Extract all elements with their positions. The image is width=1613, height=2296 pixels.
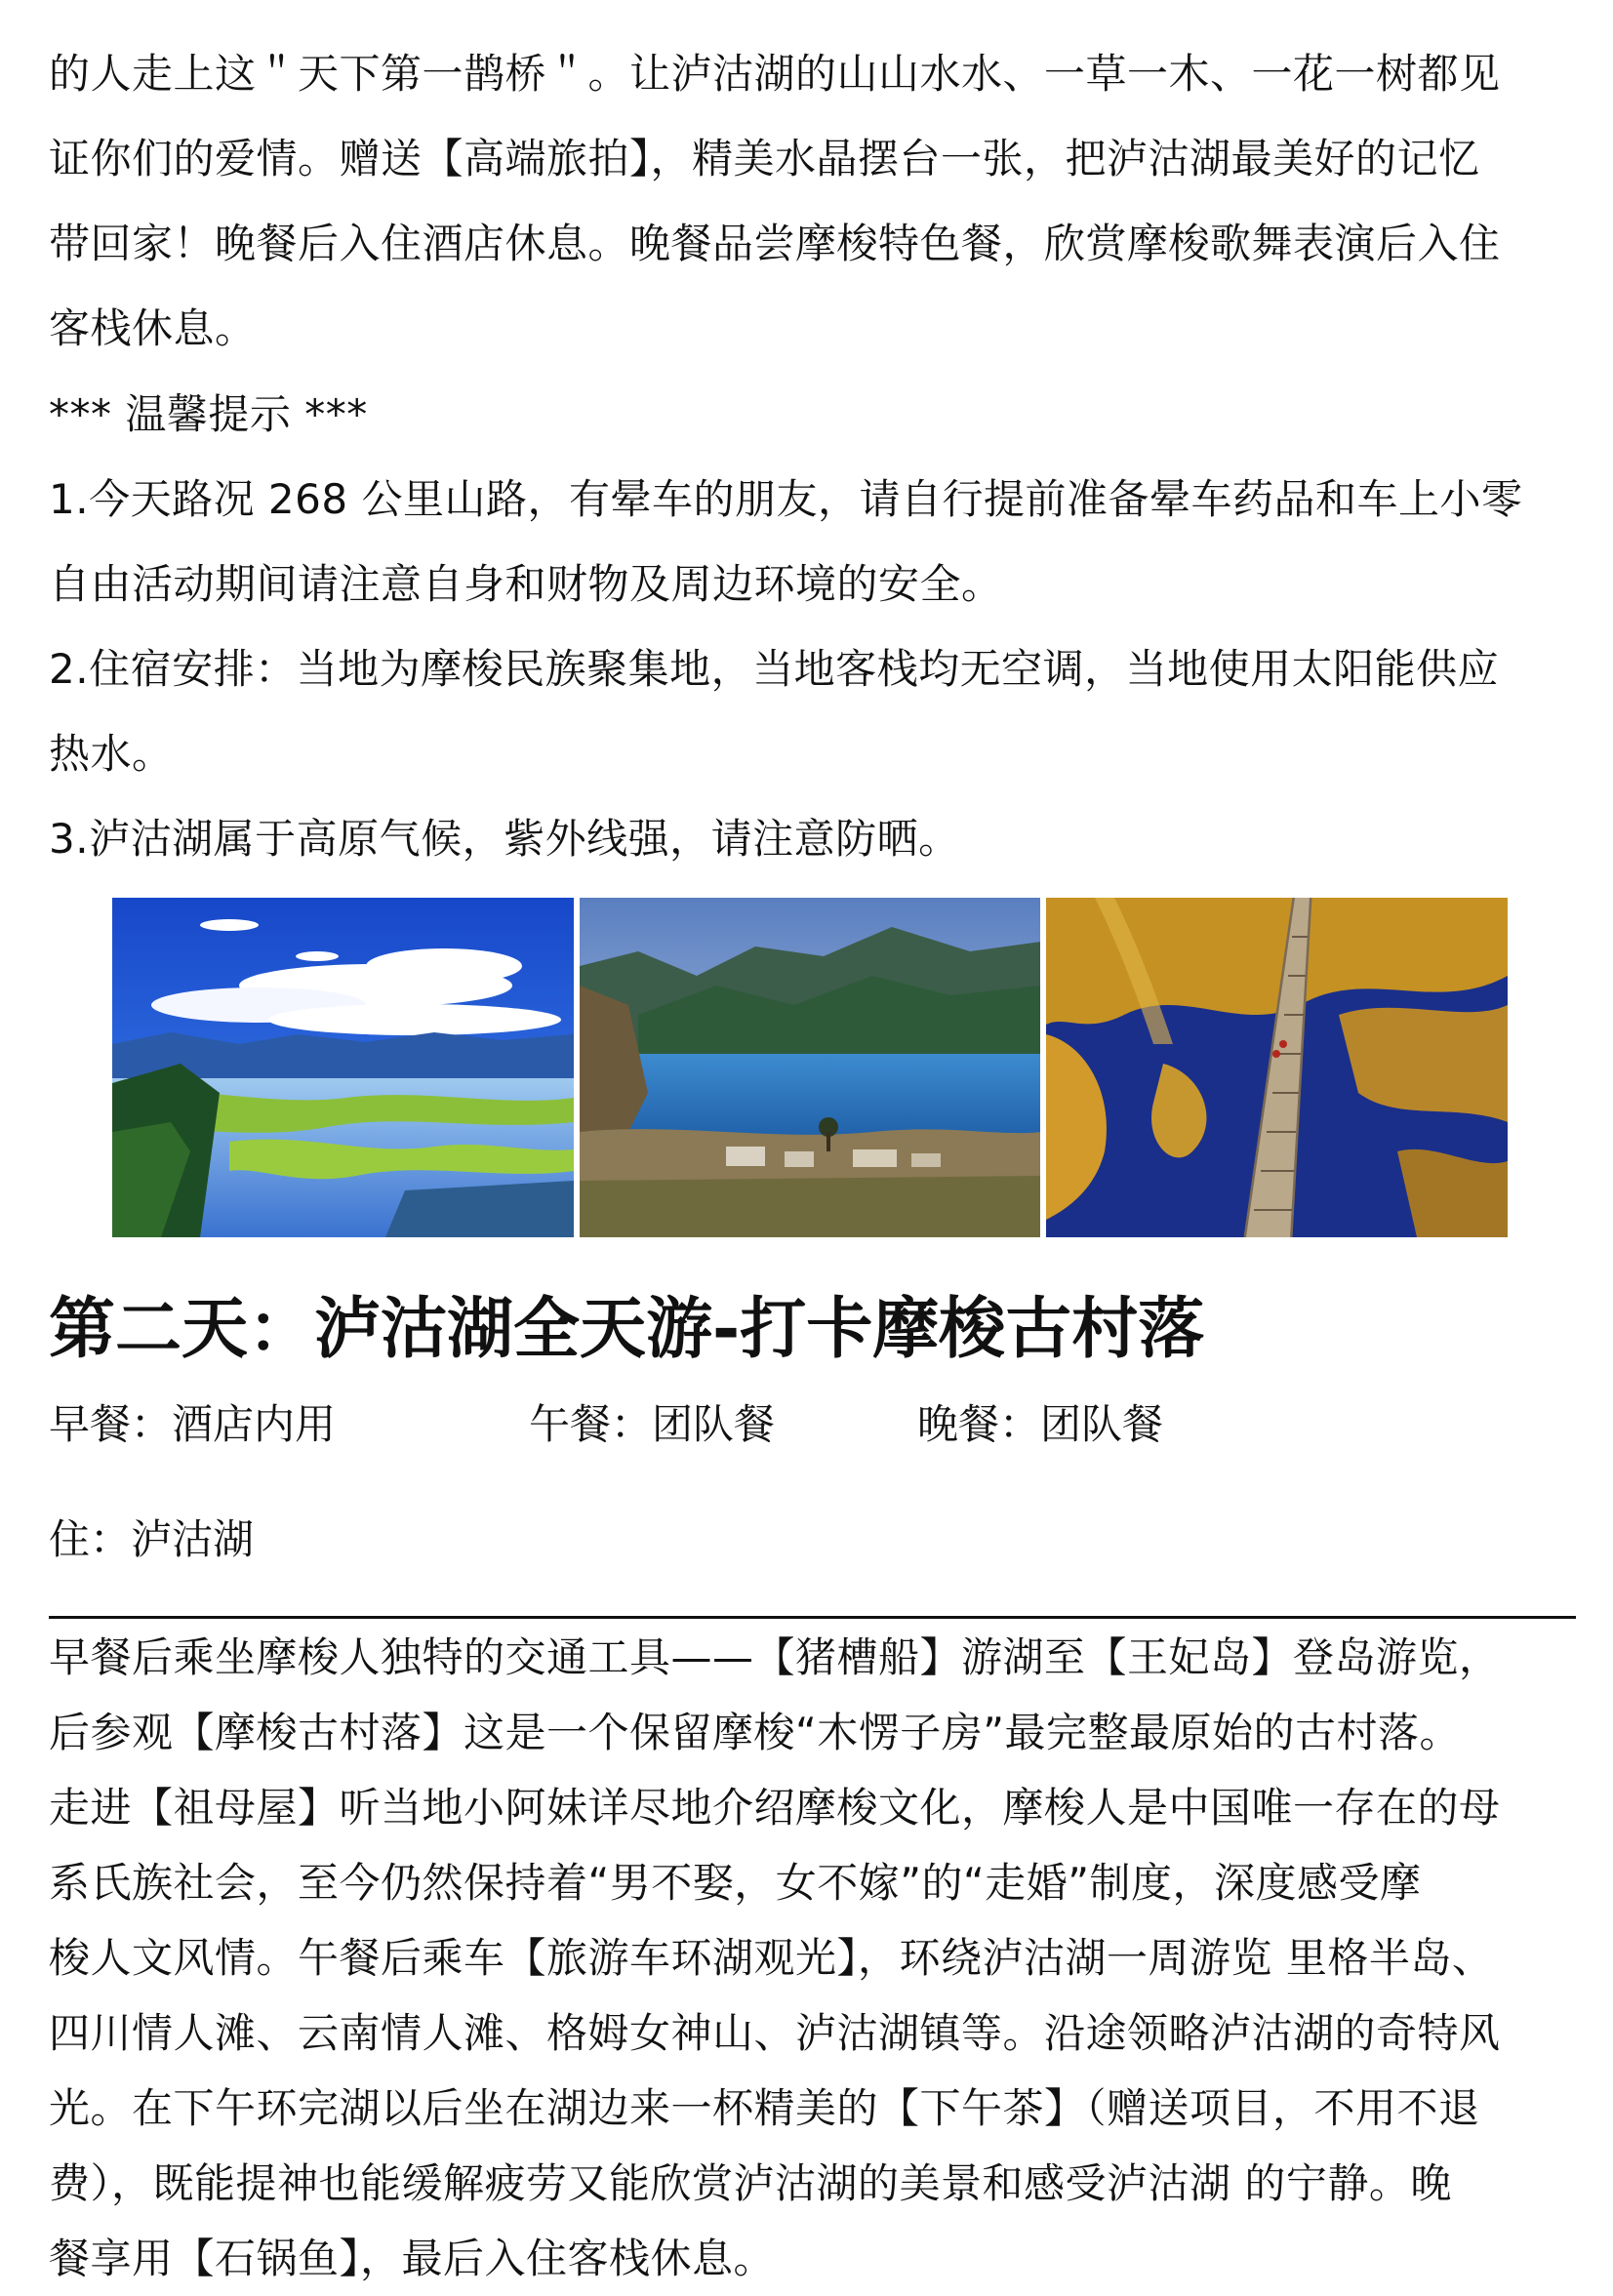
- text-line: 系氏族社会，至今仍然保持着“男不娶，女不嫁”的“走婚”制度，深度感受摩: [49, 1859, 1422, 1907]
- tip-line: 自由活动期间请注意自身和财物及周边环境的安全。: [49, 560, 1003, 608]
- section-divider: [49, 1616, 1576, 1619]
- text-line: 早餐后乘坐摩梭人独特的交通工具——【猪槽船】游湖至【王妃岛】登岛游览，: [49, 1633, 1501, 1681]
- breakfast-info: 早餐：酒店内用: [49, 1400, 337, 1448]
- accommodation-info: 住：泸沽湖: [49, 1515, 255, 1563]
- text-line: 后参观【摩梭古村落】这是一个保留摩梭“木愣子房”最完整最原始的古村落。: [49, 1709, 1462, 1756]
- tip-line: 3.泸沽湖属于高原气候，紫外线强，请注意防晒。: [49, 815, 960, 863]
- text-line: 费），既能提神也能缓解疲劳又能欣赏泸沽湖的美景和感受泸沽湖 的宁静。晚: [49, 2159, 1452, 2207]
- lunch-info: 午餐：团队餐: [529, 1400, 776, 1448]
- dinner-info: 晚餐：团队餐: [917, 1400, 1164, 1448]
- boardwalk-marsh-photo: [1046, 898, 1508, 1237]
- text-line: 餐享用【石锅鱼】，最后入住客栈休息。: [49, 2235, 776, 2282]
- text-line: 四川情人滩、云南情人滩、格姆女神山、泸沽湖镇等。沿途领略泸沽湖的奇特风: [49, 2009, 1501, 2057]
- text-line: 带回家！晚餐后入住酒店休息。晚餐品尝摩梭特色餐，欣赏摩梭歌舞表演后入住: [49, 220, 1501, 267]
- text-line: 走进【祖母屋】听当地小阿妹详尽地介绍摩梭文化，摩梭人是中国唯一存在的母: [49, 1784, 1501, 1832]
- tips-section: [49, 372, 1576, 881]
- lake-clouds-photo: [112, 898, 574, 1237]
- text-line: 证你们的爱情。赠送【高端旅拍】，精美水晶摆台一张，把泸沽湖最美好的记忆: [49, 135, 1480, 182]
- text-line: 的人走上这＂天下第一鹊桥＂。让泸沽湖的山山水水、一草一木、一花一树都见: [49, 50, 1501, 98]
- tip-line: 1.今天路况 268 公里山路，有晕车的朋友，请自行提前准备晕车药品和车上小零: [49, 475, 1523, 523]
- day2-heading: 第二天：泸沽湖全天游-打卡摩梭古村落: [49, 1291, 1205, 1368]
- text-line: 光。在下午环完湖以后坐在湖边来一杯精美的【下午茶】（赠送项目，不用不退: [49, 2084, 1480, 2132]
- text-line: 梭人文风情。午餐后乘车【旅游车环湖观光】，环绕泸沽湖一周游览 里格半岛、: [49, 1934, 1494, 1982]
- lake-village-photo: [580, 898, 1041, 1237]
- tips-heading: *** 温馨提示 ***: [49, 390, 368, 438]
- tip-line: 热水。: [49, 730, 174, 778]
- tip-line: 2.住宿安排：当地为摩梭民族聚集地，当地客栈均无空调，当地使用太阳能供应: [49, 645, 1500, 693]
- photo-strip: [112, 898, 1508, 1237]
- intro-paragraph: [49, 31, 1576, 371]
- meal-info: [49, 1395, 1576, 1454]
- day2-description: [49, 1620, 1576, 2296]
- text-line: 客栈休息。: [49, 304, 257, 352]
